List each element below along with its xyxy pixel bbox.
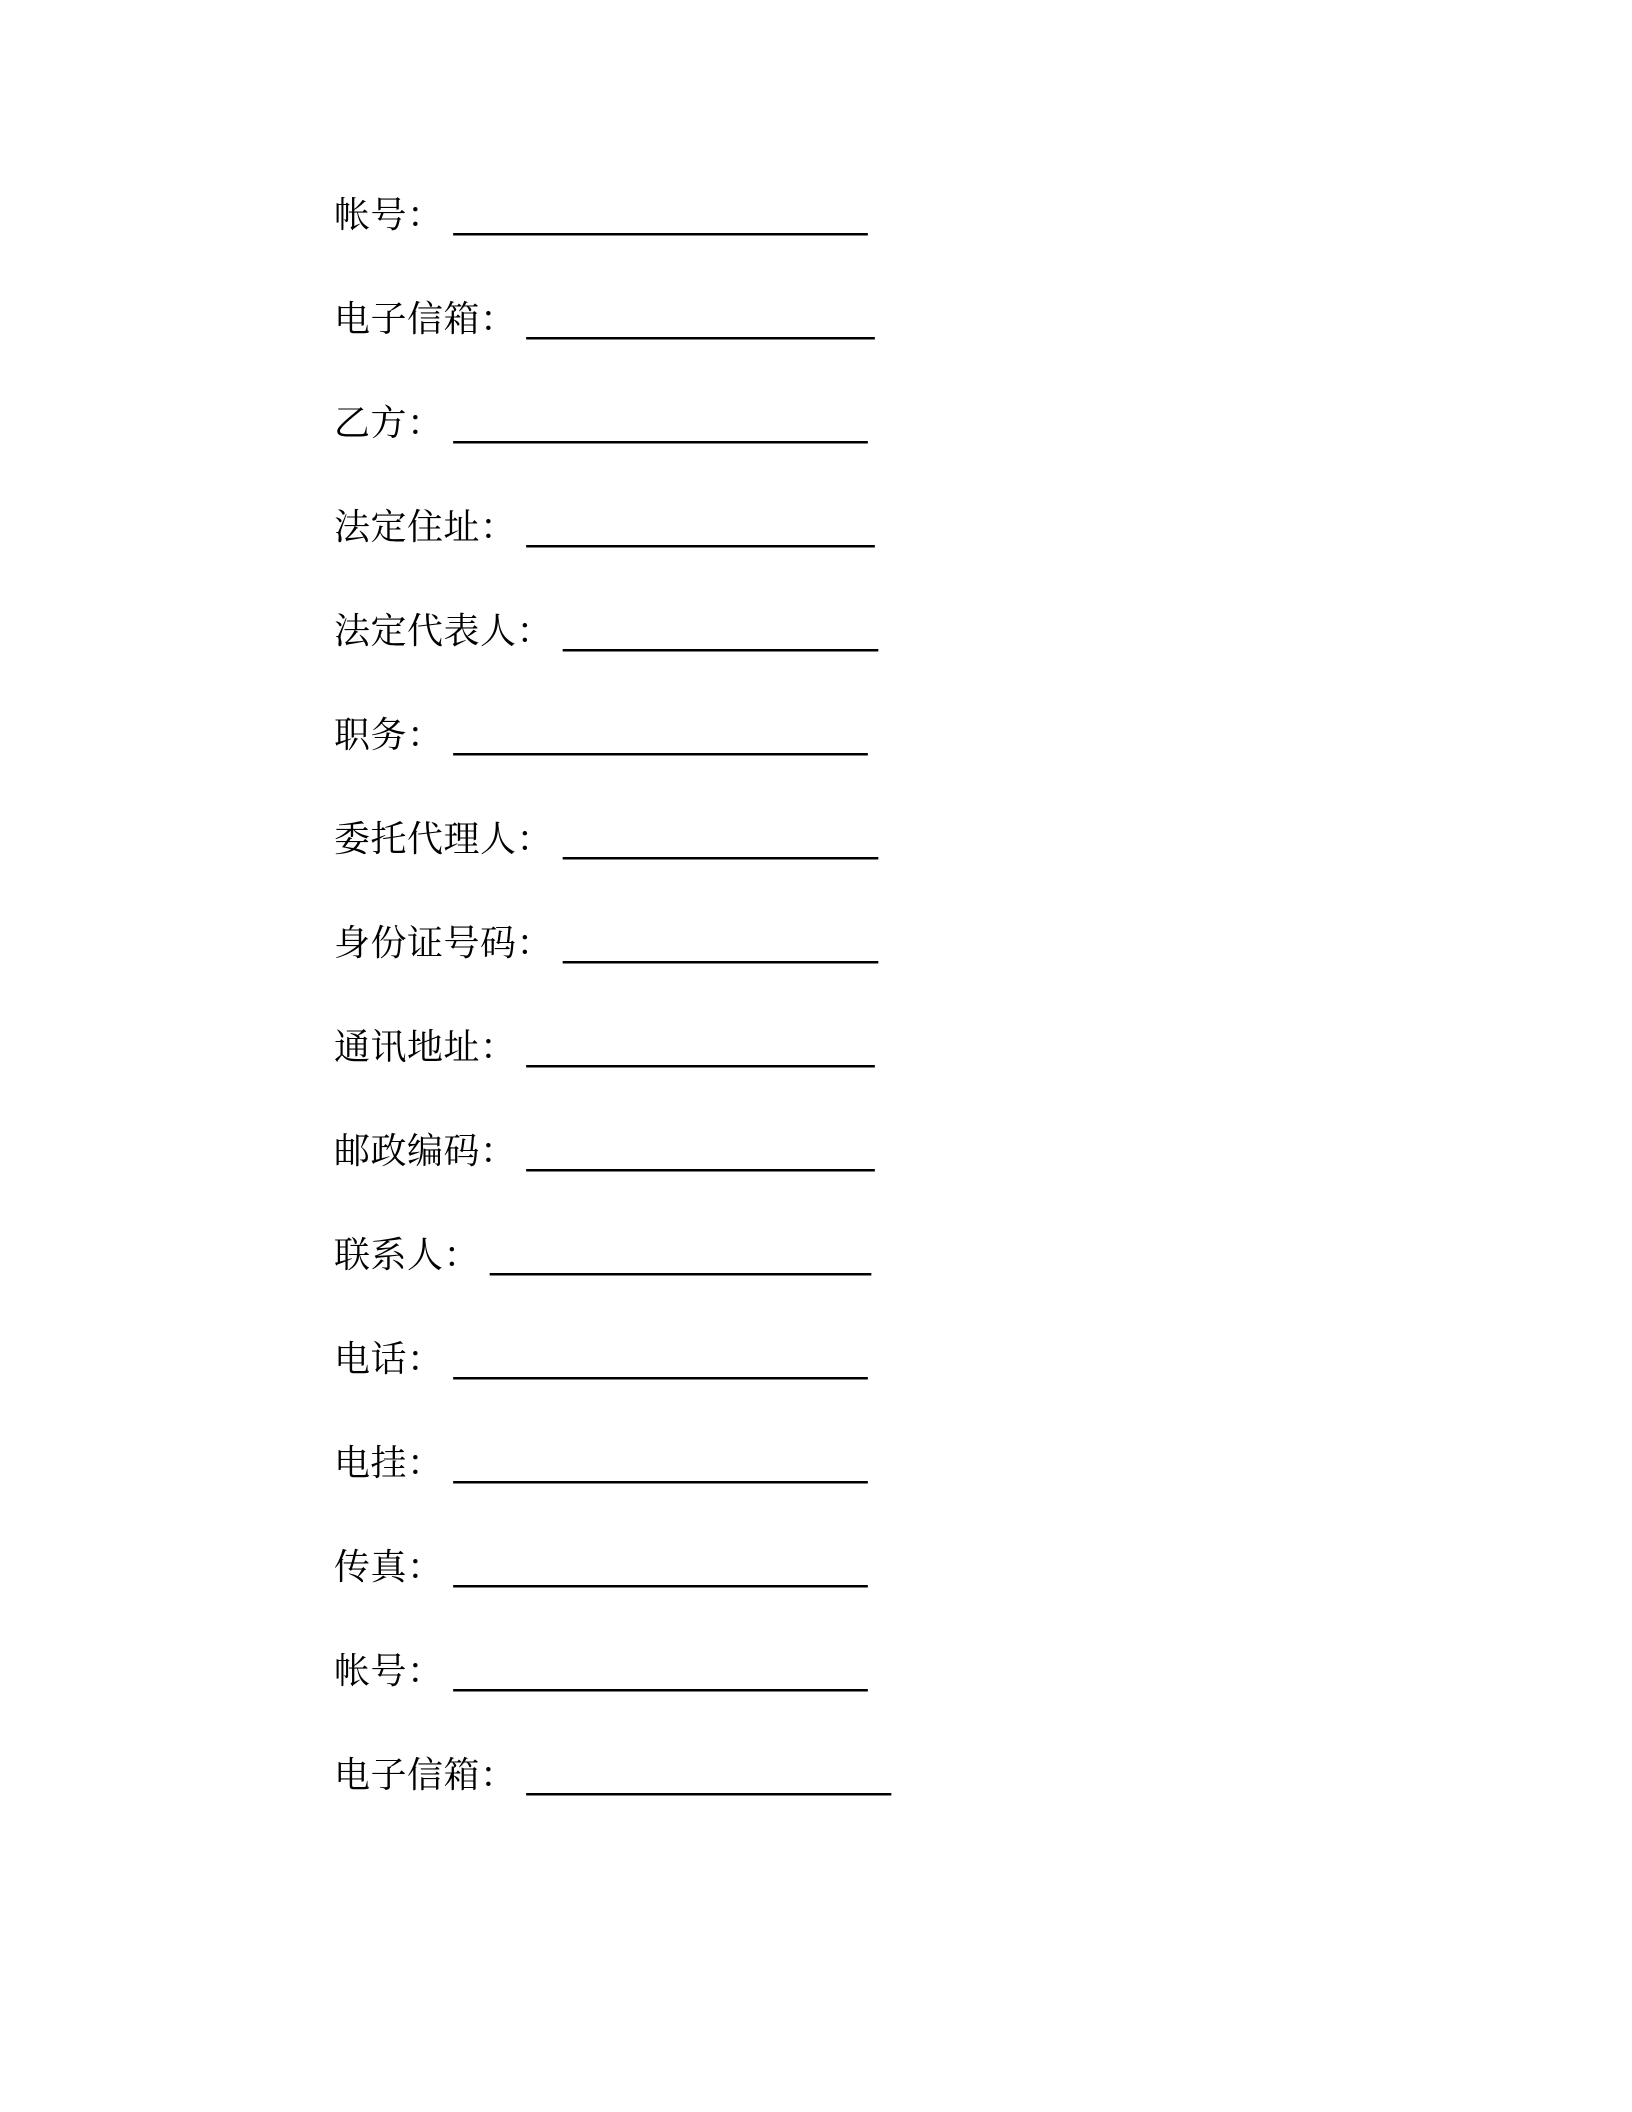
form-row-party-b	[334, 396, 1234, 500]
fill-in-blank: _________________________	[453, 1651, 867, 1692]
fill-in-blank: ___________________	[563, 923, 877, 964]
field-label: 电子信箱：	[334, 1755, 517, 1796]
field-label: 法定代表人：	[334, 611, 554, 652]
form-row-contact-person	[334, 1228, 1234, 1332]
fill-in-blank: _____________________	[526, 507, 874, 548]
field-label: 身份证号码：	[334, 923, 554, 964]
field-label: 乙方：	[334, 403, 444, 444]
field-label: 电话：	[334, 1339, 444, 1380]
field-label: 联系人：	[334, 1235, 481, 1276]
field-label: 通讯地址：	[334, 1027, 517, 1068]
fill-in-blank: _________________________	[453, 1443, 867, 1484]
field-label: 职务：	[334, 715, 444, 756]
form-row-legal-representative	[334, 604, 1234, 708]
fill-in-blank: _________________________	[453, 1339, 867, 1380]
contract-party-form	[334, 188, 1234, 1852]
fill-in-blank: ______________________	[526, 1755, 890, 1796]
fill-in-blank: ___________________	[563, 819, 877, 860]
form-row-legal-address	[334, 500, 1234, 604]
field-label: 电挂：	[334, 1443, 444, 1484]
form-row-phone	[334, 1332, 1234, 1436]
fill-in-blank: _____________________	[526, 299, 874, 340]
fill-in-blank: _____________________	[526, 1131, 874, 1172]
form-row-postal-code	[334, 1124, 1234, 1228]
form-row-mailing-address	[334, 1020, 1234, 1124]
fill-in-blank: _________________________	[453, 403, 867, 444]
form-row-authorized-agent	[334, 812, 1234, 916]
form-row-fax	[334, 1540, 1234, 1644]
fill-in-blank: _________________________	[453, 195, 867, 236]
form-row-position	[334, 708, 1234, 812]
form-row-email	[334, 292, 1234, 396]
field-label: 法定住址：	[334, 507, 517, 548]
field-label: 传真：	[334, 1547, 444, 1588]
field-label: 帐号：	[334, 1651, 444, 1692]
field-label: 委托代理人：	[334, 819, 554, 860]
field-label: 邮政编码：	[334, 1131, 517, 1172]
form-row-id-number	[334, 916, 1234, 1020]
field-label: 电子信箱：	[334, 299, 517, 340]
form-row-account-2	[334, 1644, 1234, 1748]
fill-in-blank: _________________________	[453, 1547, 867, 1588]
field-label: 帐号：	[334, 195, 444, 236]
fill-in-blank: _____________________	[526, 1027, 874, 1068]
fill-in-blank: _________________________	[453, 715, 867, 756]
form-row-email-2	[334, 1748, 1234, 1852]
fill-in-blank: _______________________	[490, 1235, 870, 1276]
form-row-telegraph	[334, 1436, 1234, 1540]
form-row-account	[334, 188, 1234, 292]
fill-in-blank: ___________________	[563, 611, 877, 652]
